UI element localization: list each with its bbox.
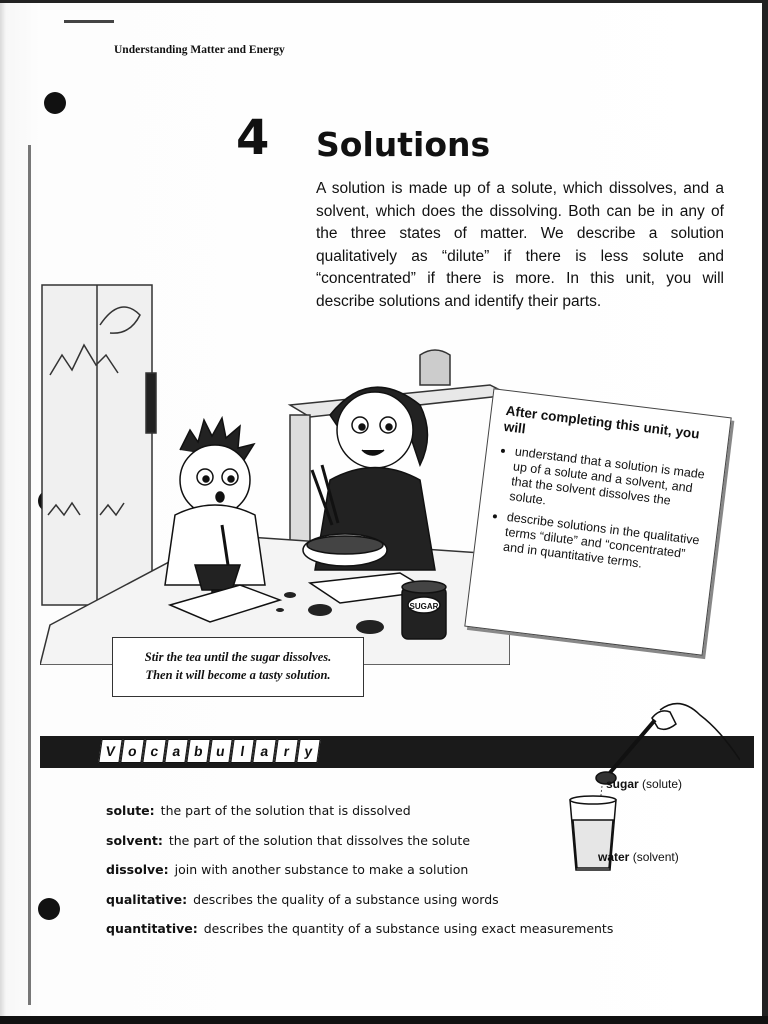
objectives-list xyxy=(488,443,710,579)
vocab-title-letter: c xyxy=(142,739,166,763)
binder-hole xyxy=(38,898,60,920)
vocab-title-letter: a xyxy=(164,739,188,763)
vocab-term: dissolve: xyxy=(106,862,169,877)
window-drawing xyxy=(42,285,156,605)
vocab-entry xyxy=(106,885,686,915)
vocab-title-letter: o xyxy=(120,739,144,763)
scan-edge-right xyxy=(762,0,768,1024)
vocab-title-letter: u xyxy=(208,739,232,763)
vocabulary-list xyxy=(106,796,686,944)
unit-intro: A solution is made up of a solute, which dissolves, and a solvent, which does the dissolving. Both can be in any of the three states of matter. We describe a solution qualitatively as “dilute” if there is less solute and “concentrated” if there is more. In this unit, you will describe solutions and identify their parts. xyxy=(316,180,724,310)
caption-line: Then it will become a tasty solution. xyxy=(145,668,331,682)
vocab-entry xyxy=(106,855,686,885)
vocab-title-letter: V xyxy=(98,739,122,763)
vocabulary-title xyxy=(100,734,319,768)
vocab-definition: the part of the solution that is dissolved xyxy=(160,803,411,818)
vocab-term: solute: xyxy=(106,803,155,818)
objective-item: • describe solutions in the qualitative terms “dilute” and “concentrated” and in quantitative terms. xyxy=(502,510,702,579)
scan-edge-bottom xyxy=(0,1016,768,1024)
sugar-solute-label xyxy=(606,777,682,791)
vocab-title-letter: l xyxy=(230,739,254,763)
vocab-entry xyxy=(106,914,686,944)
learning-objectives-card xyxy=(464,388,731,655)
vocab-title-letter: b xyxy=(186,739,210,763)
sugar-jar-label: SUGAR xyxy=(409,602,439,611)
vocab-entry xyxy=(106,796,686,826)
vocab-definition: describes the quality of a substance using words xyxy=(193,891,499,907)
page-tab-mark xyxy=(64,20,114,23)
binder-hole xyxy=(44,92,66,114)
running-head: Understanding Matter and Energy xyxy=(114,44,285,56)
illustration-caption xyxy=(112,637,364,697)
vocab-title-letter: r xyxy=(274,739,298,763)
objectives-heading: After completing this unit, you will xyxy=(503,403,701,442)
vocab-title-letter: a xyxy=(252,739,276,763)
sugar-role: (solute) xyxy=(642,777,683,791)
vocab-term: quantitative: xyxy=(106,921,198,936)
vocab-term: solvent: xyxy=(106,832,163,848)
water-role: (solvent) xyxy=(632,850,679,864)
kids-tea-illustration xyxy=(40,265,510,665)
sugar-word: sugar xyxy=(606,777,639,791)
vocab-entry xyxy=(106,826,686,856)
vocab-title-letter: y xyxy=(296,739,320,763)
unit-title: Solutions xyxy=(316,125,491,164)
margin-line xyxy=(28,145,31,1005)
objective-item: • understand that a solution is made up of a solute and a solvent, and that the solvent dissolves the solute. xyxy=(509,444,711,527)
water-word: water xyxy=(598,850,630,864)
vocab-definition: describes the quantity of a substance using exact measurements xyxy=(203,921,614,936)
caption-line: Stir the tea until the sugar dissolves. xyxy=(144,650,332,664)
pouring-hand-drawing xyxy=(596,704,740,784)
vocab-definition: join with another substance to make a solution xyxy=(174,862,469,877)
girl-drawing xyxy=(303,387,435,603)
scan-edge-top xyxy=(0,0,768,3)
vocab-term: qualitative: xyxy=(106,891,188,907)
vocab-definition: the part of the solution that dissolves the solute xyxy=(168,832,471,848)
unit-number: 4 xyxy=(236,110,270,166)
